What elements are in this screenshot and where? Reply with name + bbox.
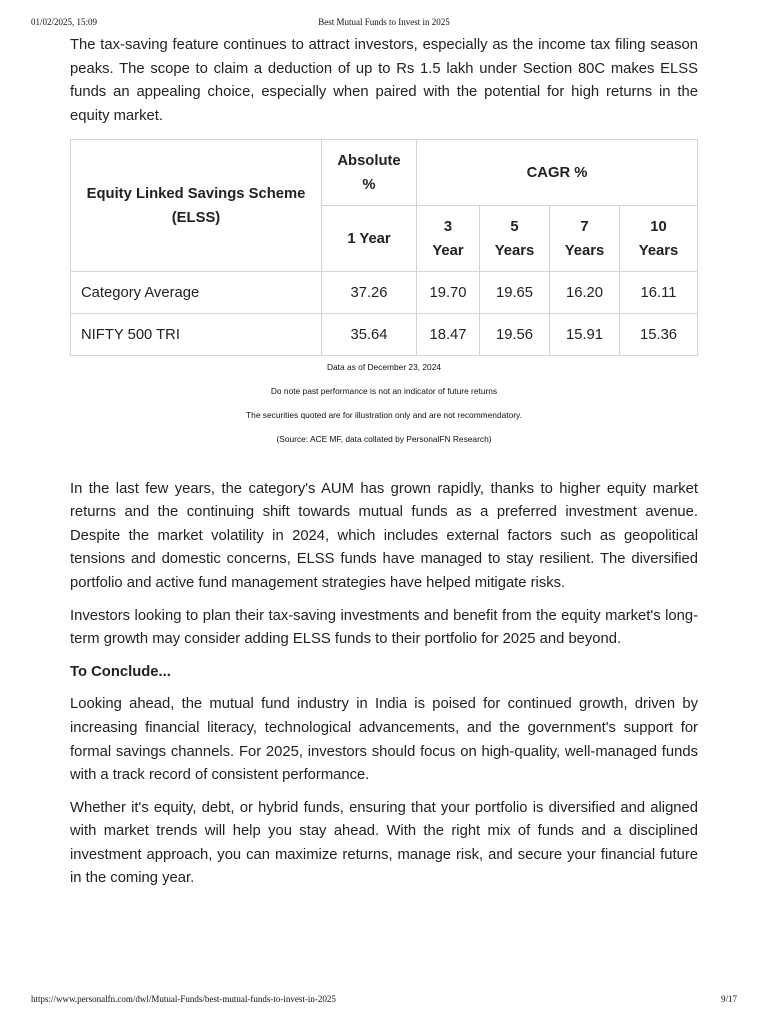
subheader-5-years: [480, 206, 550, 272]
subheader-line2: Years: [564, 242, 605, 259]
scheme-header-line2: (ELSS): [171, 209, 221, 226]
aum-paragraph: In the last few years, the category's AUM has grown rapidly, thanks to higher equity market returns and the continuing shift towards mutual funds as a preferred investment avenue. Despite the market volatility in 2024, which includes external factors such as geopolitical tensions and domestic concerns, ELSS funds have managed to stay resilient. The diversified portfolio and active fund management strategies have helped mitigate risks.: [70, 480, 698, 591]
data-date-note: Data as of December 23, 2024: [326, 362, 442, 373]
subheader-line1: 3: [443, 218, 453, 235]
article-content: [70, 34, 698, 891]
cagr-10-years-value: 15.36: [620, 314, 698, 356]
subheader-line2: Years: [638, 242, 679, 259]
table-header-row: [71, 140, 698, 206]
conclude-heading: To Conclude...: [70, 663, 171, 680]
print-datetime: 01/02/2025, 15:09: [31, 17, 98, 27]
subheader-line2: Year: [432, 242, 464, 259]
absolute-column-header: [322, 140, 417, 206]
subheader-1-year: [322, 206, 417, 272]
subheader-line1: 5: [510, 218, 519, 235]
page-number: 9/17: [720, 994, 737, 1004]
print-footer: [0, 994, 768, 1006]
investors-paragraph: Investors looking to plan their tax-saving investments and benefit from the equity market's long-term growth may consider adding ELSS funds to their portfolio for 2025 and beyond.: [70, 607, 698, 648]
print-page-title: Best Mutual Funds to Invest in 2025: [318, 17, 450, 27]
page-url: https://www.personalfn.com/dwl/Mutual-Funds/best-mutual-funds-to-invest-in-2025: [31, 994, 336, 1004]
subheader-line1: 10: [650, 218, 667, 235]
illustration-disclaimer: The securities quoted are for illustration only and are not recommendatory.: [246, 409, 522, 420]
intro-paragraph: The tax-saving feature continues to attract investors, especially as the income tax filing season peaks. The scope to claim a deduction of up to Rs 1.5 lakh under Section 80C makes ELSS funds an appealing choice, especially when paired with the potential for high returns in the equity market.: [70, 37, 698, 124]
source-note: (Source: ACE MF, data collated by PersonalFN Research): [276, 433, 492, 444]
cagr-7-years-value: 16.20: [550, 272, 620, 314]
subheader-3-year: [417, 206, 480, 272]
scheme-header-line1: Equity Linked Savings Scheme: [86, 185, 306, 202]
table-row: [71, 314, 698, 356]
cagr-3-year-value: 19.70: [417, 272, 480, 314]
cagr-7-years-value: 15.91: [550, 314, 620, 356]
subheader-10-years: [620, 206, 698, 272]
cagr-column-header: CAGR %: [417, 140, 698, 206]
past-performance-disclaimer: Do note past performance is not an indicator of future returns: [270, 386, 498, 397]
absolute-1-year-value: 35.64: [322, 314, 417, 356]
absolute-header-line2: %: [362, 176, 376, 193]
cagr-5-years-value: 19.65: [480, 272, 550, 314]
cagr-3-year-value: 18.47: [417, 314, 480, 356]
whether-paragraph: Whether it's equity, debt, or hybrid funds, ensuring that your portfolio is diversified and aligned with market trends will help you stay ahead. With the right mix of funds and a disciplined investment approach, you can maximize returns, manage risk, and secure your financial future in the coming year.: [70, 799, 698, 887]
cagr-5-years-value: 19.56: [480, 314, 550, 356]
elss-returns-table: [70, 139, 698, 356]
subheader-line1: 1 Year: [347, 230, 391, 247]
print-header: [0, 17, 768, 29]
scheme-column-header: [71, 140, 322, 272]
subheader-line1: 7: [580, 218, 589, 235]
absolute-header-line1: Absolute: [337, 152, 401, 169]
looking-ahead-paragraph: Looking ahead, the mutual fund industry in India is poised for continued growth, driven by increasing financial literacy, technological advancements, and the government's support for formal savings channels. For 2025, investors should focus on high-quality, well-managed funds with a track record of consistent performance.: [70, 696, 698, 784]
table-row: [71, 272, 698, 314]
subheader-7-years: [550, 206, 620, 272]
row-name: Category Average: [71, 272, 322, 314]
cagr-10-years-value: 16.11: [620, 272, 698, 314]
row-name: NIFTY 500 TRI: [71, 314, 322, 356]
table-notes: [70, 361, 698, 456]
absolute-1-year-value: 37.26: [322, 272, 417, 314]
subheader-line2: Years: [494, 242, 535, 259]
